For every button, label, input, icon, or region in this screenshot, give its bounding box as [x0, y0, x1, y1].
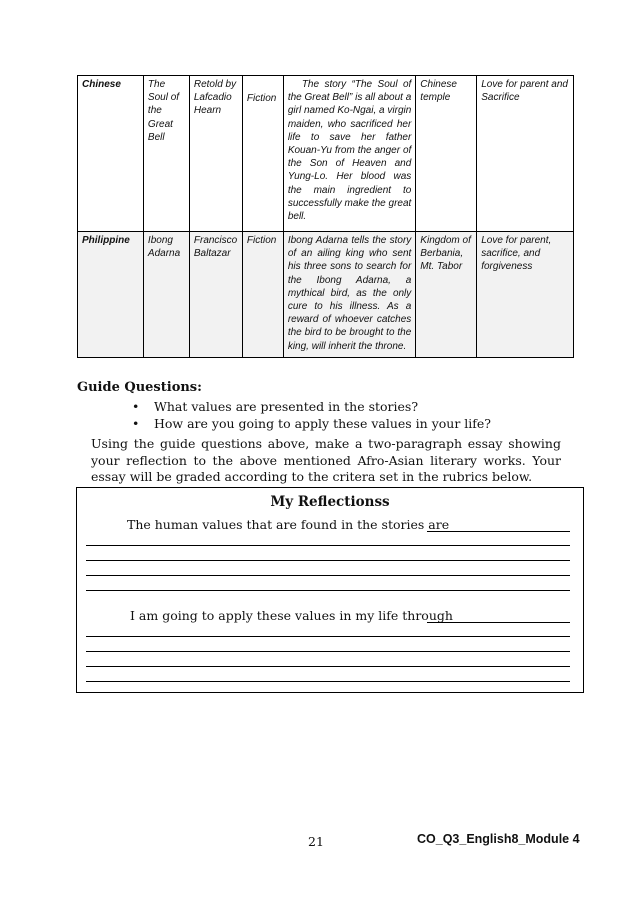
- bullet-icon: •: [132, 416, 140, 431]
- genre-cell: Fiction: [242, 76, 283, 232]
- table-row: [78, 232, 574, 358]
- table-row: [78, 76, 574, 232]
- page-number: 21: [308, 834, 324, 849]
- list-item: [112, 415, 491, 432]
- reflection-title: My Reflectionss: [270, 494, 390, 510]
- answer-line[interactable]: [86, 636, 570, 637]
- country-cell: Chinese: [78, 76, 144, 232]
- guide-questions-heading: Guide Questions:: [77, 380, 202, 395]
- title-cell: Ibong Adarna: [143, 232, 189, 358]
- answer-line[interactable]: [86, 545, 570, 546]
- reflection-prompt-values: The human values that are found in the stories are: [127, 517, 450, 532]
- reflection-box: [76, 487, 584, 693]
- guide-questions-list: [112, 398, 491, 432]
- bullet-icon: •: [132, 399, 140, 414]
- literary-works-table: [77, 75, 574, 358]
- country-cell: Philippine: [78, 232, 144, 358]
- answer-line[interactable]: [86, 560, 570, 561]
- essay-instructions: Using the guide questions above, make a two-paragraph essay showing your reflection to the above mentioned Afro-Asian literary works. Your essay will be graded according to the critera set in the rubrics below.: [91, 436, 561, 484]
- answer-line[interactable]: [86, 575, 570, 576]
- author-cell: Francisco Baltazar: [189, 232, 242, 358]
- author-cell: Retold by Lafcadio Hearn: [189, 76, 242, 232]
- answer-line[interactable]: [86, 590, 570, 591]
- answer-line[interactable]: [86, 666, 570, 667]
- answer-blank[interactable]: [427, 622, 570, 623]
- summary-cell: Ibong Adarna tells the story of an ailing king who sent his three sons to search for the Ibong Adarna, a mythical bird, as the only cure to his illness. As a reward of whoever catches the bird to be brought to the king, will inherit the throne.: [283, 232, 415, 358]
- values-cell: Love for parent, sacrifice, and forgiveness: [477, 232, 574, 358]
- answer-line[interactable]: [86, 681, 570, 682]
- question-text: What values are presented in the stories?: [154, 399, 419, 414]
- title-cell: The Soul of the Great Bell: [143, 76, 189, 232]
- genre-cell: Fiction: [242, 232, 283, 358]
- list-item: [112, 398, 491, 415]
- answer-line[interactable]: [86, 651, 570, 652]
- module-code: CO_Q3_English8_Module 4: [417, 832, 580, 846]
- setting-cell: Chinese temple: [416, 76, 477, 232]
- values-cell: Love for parent and Sacrifice: [477, 76, 574, 232]
- reflection-prompt-apply: I am going to apply these values in my life through: [130, 608, 453, 623]
- summary-cell: The story “The Soul of the Great Bell” is all about a girl named Ko-Ngai, a virgin maiden, who sacrificed her life to save her father Kouan-Yu from the anger of the Son of Heaven and Yung-Lo. Her blood was the main ingredient to successfully make the great bell.: [283, 76, 415, 232]
- answer-blank[interactable]: [427, 531, 570, 532]
- setting-cell: Kingdom of Berbania, Mt. Tabor: [416, 232, 477, 358]
- question-text: How are you going to apply these values in your life?: [154, 416, 492, 431]
